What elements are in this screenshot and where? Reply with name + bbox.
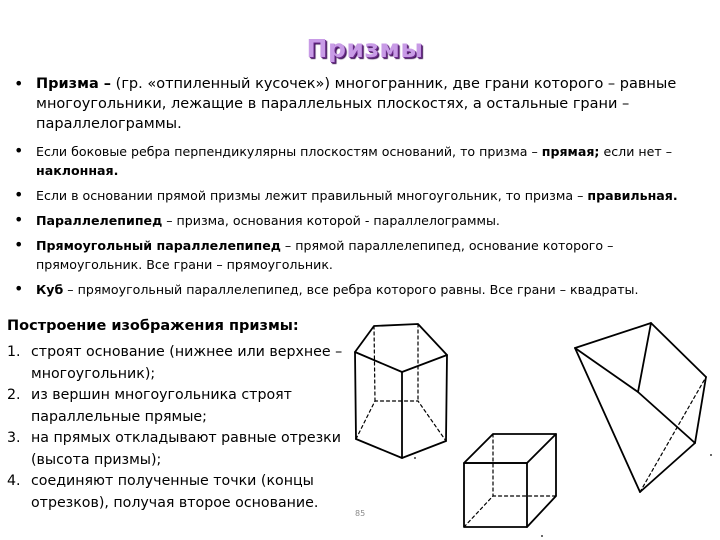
term-parallelepiped: Параллелепипед <box>36 213 163 228</box>
bullet-cube: • Куб – прямоугольный параллелепипед, все ребра которого равны. Все грани – квадраты. <box>14 280 704 299</box>
slide-title: Призмы <box>306 34 424 63</box>
oblique-prism-figure <box>575 323 706 492</box>
bullet-rectangular: • Прямоугольный параллелепипед – прямой параллелепипед, основание которого – прямоугольник. Все грани – прямоугольник. <box>14 236 704 274</box>
bullet-parallelepiped: • Параллелепипед – призма, основания которой - параллелограммы. <box>14 211 704 230</box>
pentagonal-prism-figure <box>355 324 447 458</box>
bullet-right-oblique: • Если боковые ребра перпендикулярны плоскостям оснований, то призма – прямая; если нет – наклонная. <box>14 142 704 180</box>
step-item: 1. строят основание (нижнее или верхнее – многоугольник); <box>7 344 343 382</box>
definition-text: (гр. «отпиленный кусочек») многогранник, две грани которого – равные многоугольники, лежащие в параллельных плоскостях, а остальные грани – параллелограммы. <box>36 76 677 132</box>
bullet-regular: • Если в основании прямой призмы лежит правильный многоугольник, то призма – правильная. <box>14 186 704 205</box>
term-prism: Призма – <box>36 76 112 92</box>
step-item: 2. из вершин многоугольника строят параллельные прямые; <box>7 387 292 425</box>
cube-figure <box>464 434 556 527</box>
term-cube: Куб <box>36 282 64 297</box>
step-item: 4. соединяют полученные точки (концы отрезков), получая второе основание. <box>7 473 319 511</box>
step-item: 3. на прямых откладывают равные отрезки (высота призмы); <box>7 430 341 468</box>
term-rectangular-parallelepiped: Прямоугольный параллелепипед <box>36 238 281 253</box>
term-oblique: наклонная. <box>36 163 119 178</box>
construction-heading: Построение изображения призмы: <box>7 318 299 334</box>
page-number: 85 <box>355 509 366 518</box>
term-regular: правильная. <box>587 188 678 203</box>
term-right: прямая; <box>541 144 600 159</box>
